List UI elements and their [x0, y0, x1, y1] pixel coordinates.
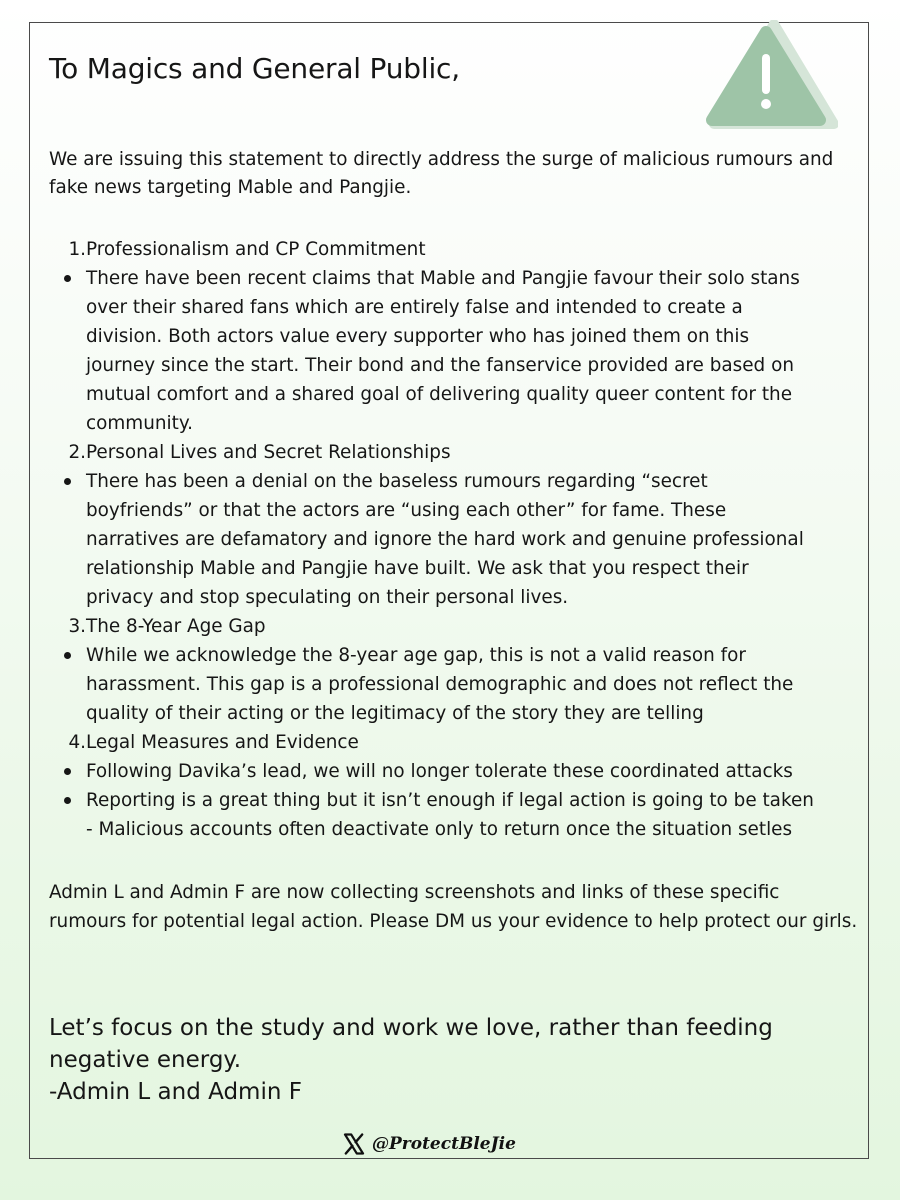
footer-handle[interactable] — [342, 1130, 516, 1158]
bullet-text-line: While we acknowledge the 8-year age gap, this is not a valid reason for — [86, 645, 746, 666]
list-item — [49, 786, 864, 844]
bullet-text-line: There have been recent claims that Mable and Pangjie favour their solo stans — [86, 268, 800, 289]
bullet-text-line: over their shared fans which are entirely false and intended to create a — [86, 297, 743, 318]
signoff — [49, 1012, 859, 1108]
section-heading — [49, 728, 864, 757]
list-item — [49, 467, 864, 612]
list-item — [49, 264, 864, 438]
statement-sections — [49, 235, 864, 844]
section-heading — [49, 612, 864, 641]
section-number: 4. — [68, 732, 86, 753]
section-number: 3. — [68, 616, 86, 637]
section-heading — [49, 438, 864, 467]
footer-handle-text: @ProtectBleJie — [372, 1134, 516, 1154]
bullet-dot-icon — [64, 275, 71, 282]
section-number: 1. — [68, 239, 86, 260]
bullet-text-line: - Malicious accounts often deactivate only to return once the situation setles — [86, 819, 793, 840]
bullet-text-line: quality of their acting or the legitimacy of the story they are telling — [86, 703, 704, 724]
signoff-message: Let’s focus on the study and work we love, rather than feeding negative energy. — [49, 1015, 773, 1073]
closing-paragraph: Admin L and Admin F are now collecting screenshots and links of these specific rumours for potential legal action. Please DM us your evidence to help protect our girls. — [49, 882, 858, 932]
greeting-heading: To Magics and General Public, — [49, 52, 460, 85]
signoff-signature: -Admin L and Admin F — [49, 1079, 302, 1105]
bullet-text-line: community. — [86, 413, 193, 434]
intro-paragraph: We are issuing this statement to directly address the surge of malicious rumours and fake news targeting Mable and Pangjie. — [49, 149, 834, 198]
bullet-text-line: Reporting is a great thing but it isn’t enough if legal action is going to be taken — [86, 790, 814, 811]
bullet-text-line: There has been a denial on the baseless rumours regarding “secret — [86, 471, 708, 492]
warning-icon — [704, 20, 838, 130]
bullet-text-line: journey since the start. Their bond and the fanservice provided are based on — [86, 355, 794, 376]
section-title: Legal Measures and Evidence — [86, 732, 359, 753]
bullet-text-line: relationship Mable and Pangjie have built. We ask that you respect their — [86, 558, 749, 579]
section-title: The 8-Year Age Gap — [86, 616, 266, 637]
bullet-text-line: division. Both actors value every supporter who has joined them on this — [86, 326, 750, 347]
section-number: 2. — [68, 442, 86, 463]
bullet-text-line: harassment. This gap is a professional demographic and does not reflect the — [86, 674, 794, 695]
x-logo-icon — [342, 1132, 366, 1156]
bullet-text-line: mutual comfort and a shared goal of delivering quality queer content for the — [86, 384, 793, 405]
bullet-text-line: privacy and stop speculating on their personal lives. — [86, 587, 569, 608]
bullet-dot-icon — [64, 652, 71, 659]
bullet-dot-icon — [64, 478, 71, 485]
section-title: Professionalism and CP Commitment — [86, 239, 426, 260]
section-heading — [49, 235, 864, 264]
bullet-text-line: narratives are defamatory and ignore the hard work and genuine professional — [86, 529, 804, 550]
bullet-dot-icon — [64, 768, 71, 775]
list-item — [49, 757, 864, 786]
bullet-text-line: boyfriends” or that the actors are “using each other” for fame. These — [86, 500, 727, 521]
list-item — [49, 641, 864, 728]
bullet-dot-icon — [64, 797, 71, 804]
section-title: Personal Lives and Secret Relationships — [86, 442, 451, 463]
bullet-text-line: Following Davika’s lead, we will no longer tolerate these coordinated attacks — [86, 761, 793, 782]
